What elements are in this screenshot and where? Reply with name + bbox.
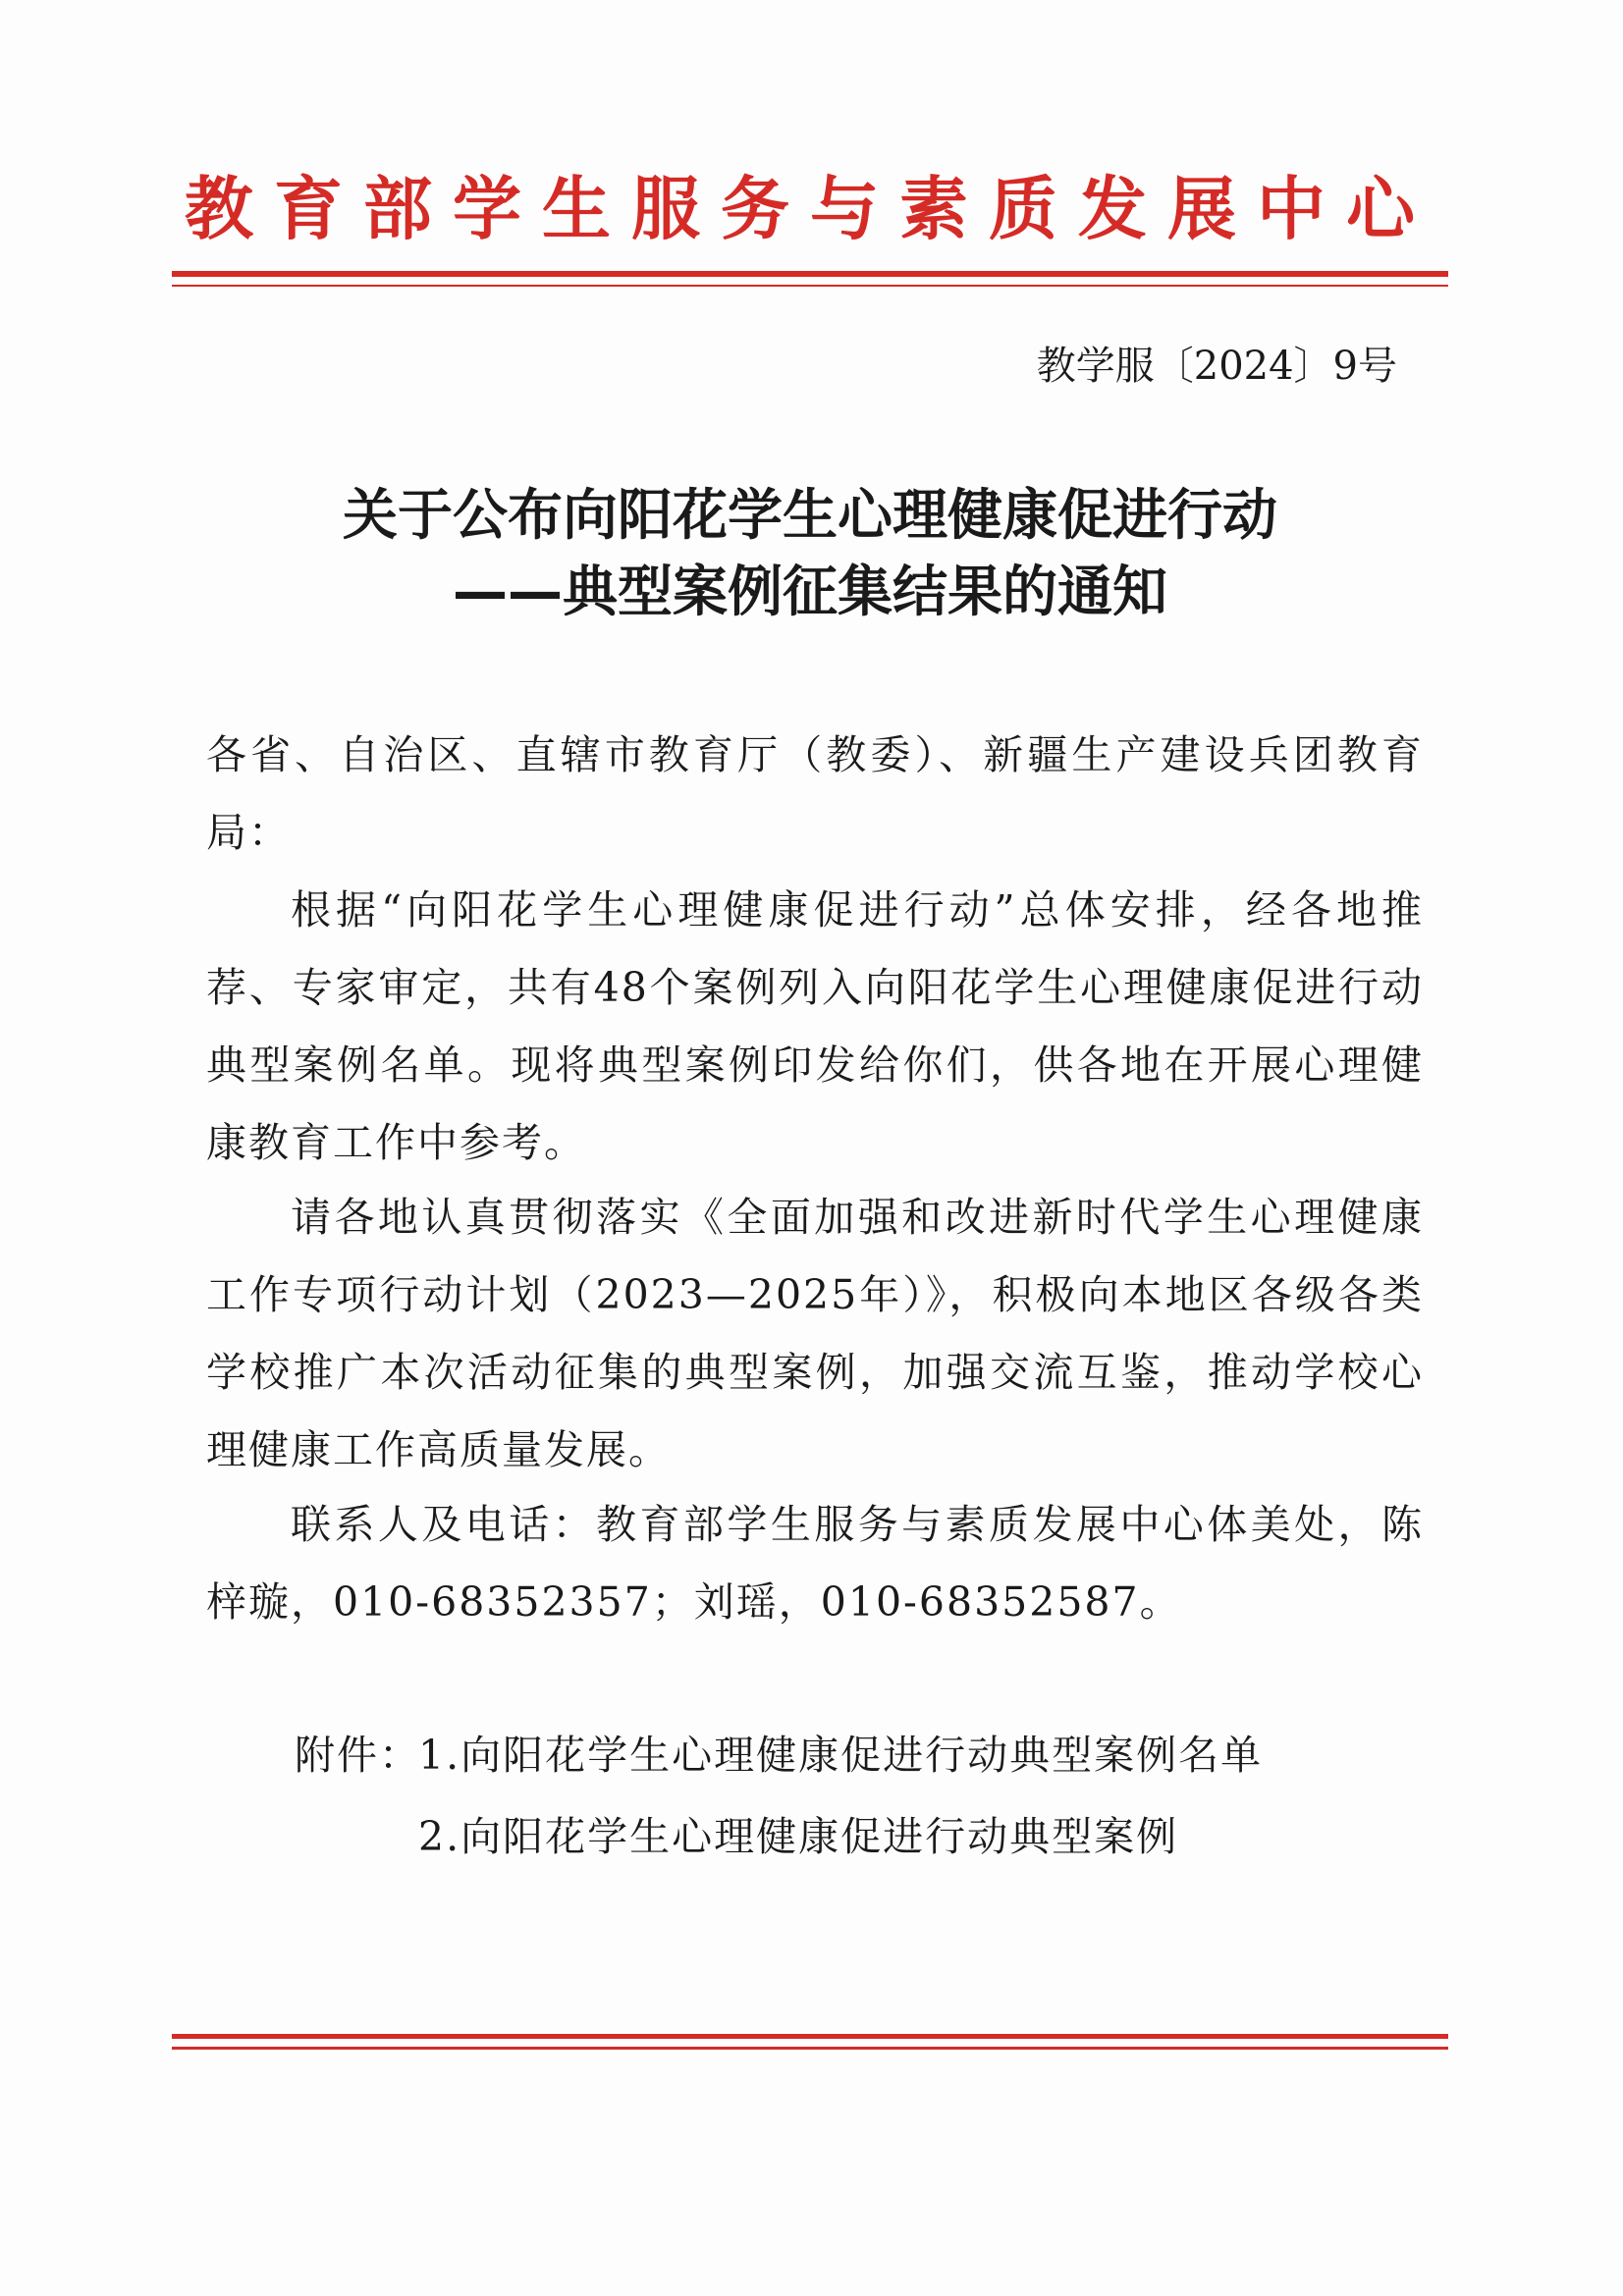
paragraph-block-3 xyxy=(206,1486,1424,1641)
notice-title-line-1: 关于公布向阳花学生心理健康促进行动 xyxy=(343,484,1277,548)
attachment-item-2: 2.向阳花学生心理健康促进行动典型案例 xyxy=(418,1813,1179,1860)
letterhead-divider-thin xyxy=(172,285,1448,287)
document-number: 教学服〔2024〕9号 xyxy=(1036,344,1397,389)
salutation-block xyxy=(206,717,1424,872)
attachment-row-1 xyxy=(295,1715,1263,1796)
paragraph-1: 根据“向阳花学生心理健康促进行动”总体安排，经各地推荐、专家审定，共有48个案例列入向阳花学生心理健康促进行动典型案例名单。现将典型案例印发给你们，供各地在开展心理健康教育工作中参考。 xyxy=(206,886,1424,1166)
footer-divider-thin xyxy=(172,2047,1448,2050)
paragraph-block-2 xyxy=(206,1179,1424,1489)
attachments-block xyxy=(295,1715,1263,1878)
salutation: 各省、自治区、直辖市教育厅（教委）、新疆生产建设兵团教育局： xyxy=(206,731,1424,856)
letterhead-org-name: 教育部学生服务与素质发展中心 xyxy=(185,169,1435,249)
attachments-label: 附件： xyxy=(295,1732,421,1779)
paragraph-2: 请各地认真贯彻落实《全面加强和改进新时代学生心理健康工作专项行动计划（2023—2025年）》，积极向本地区各级各类学校推广本次活动征集的典型案例，加强交流互鉴，推动学校心理健康工作高质量发展。 xyxy=(206,1194,1424,1473)
letterhead-divider-thick xyxy=(172,271,1448,277)
footer-divider-thick xyxy=(172,2034,1448,2039)
contact-paragraph: 联系人及电话：教育部学生服务与素质发展中心体美处，陈梓璇，010-68352357；刘瑶，010-68352587。 xyxy=(206,1501,1424,1626)
paragraph-block-1 xyxy=(206,872,1424,1182)
notice-title-line-2: ——典型案例征集结果的通知 xyxy=(453,561,1167,624)
attachment-item-1: 1.向阳花学生心理健康促进行动典型案例名单 xyxy=(418,1732,1264,1779)
attachment-row-2 xyxy=(295,1796,1263,1878)
